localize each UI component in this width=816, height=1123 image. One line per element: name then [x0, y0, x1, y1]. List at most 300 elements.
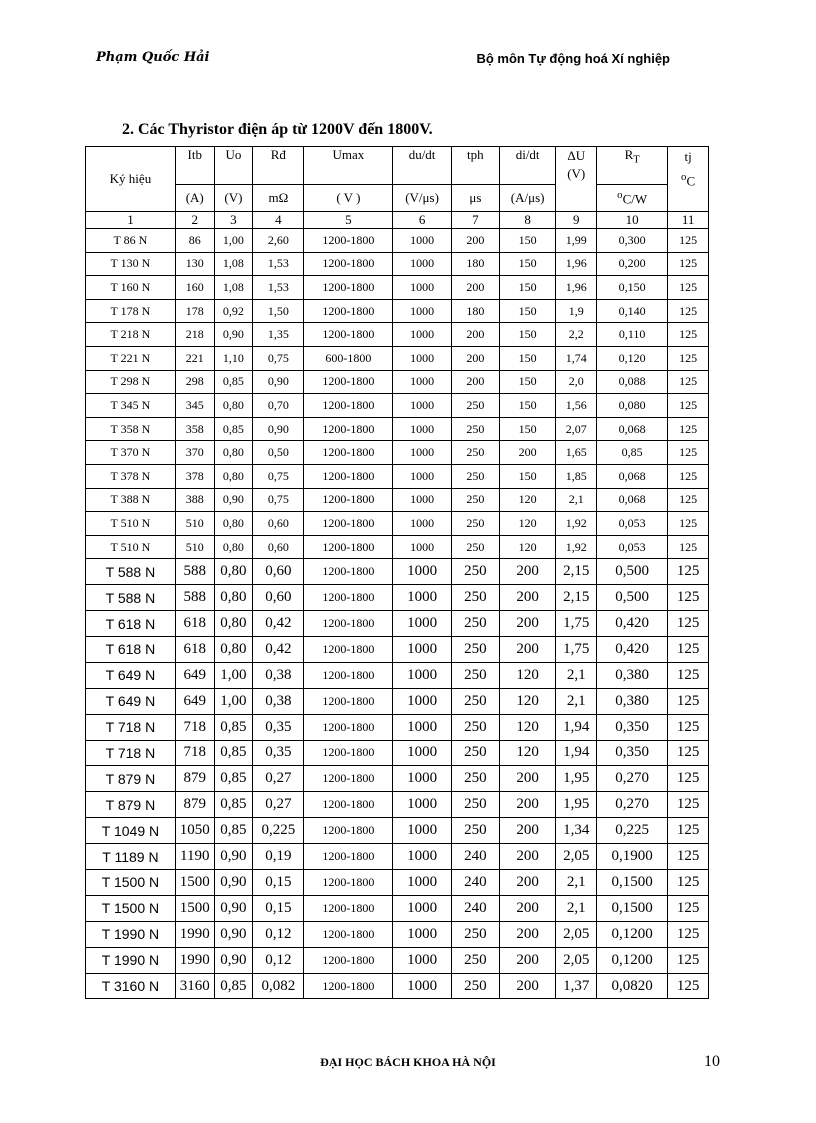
- table-row: [86, 662, 709, 688]
- cell-rt: 0,110: [597, 323, 668, 347]
- cell-tph: 250: [451, 636, 499, 662]
- cell-tj: 125: [668, 611, 709, 637]
- cell-du: 1,37: [556, 973, 597, 999]
- cell-tj: 125: [668, 688, 709, 714]
- cell-itb: 718: [175, 740, 214, 766]
- header-dudt-unit: (V/μs): [393, 185, 452, 212]
- cell-tph: 180: [451, 299, 499, 323]
- cell-umax: 1200-1800: [304, 714, 393, 740]
- table-row: [86, 921, 709, 947]
- cell-uo: 0,80: [214, 394, 253, 418]
- table-row: [86, 792, 709, 818]
- cell-rd: 0,42: [253, 636, 304, 662]
- header-delta-u: [556, 147, 597, 212]
- cell-itb: 588: [175, 585, 214, 611]
- header-rt: [597, 147, 668, 185]
- cell-umax: 1200-1800: [304, 488, 393, 512]
- table-row: [86, 464, 709, 488]
- cell-itb: 130: [175, 252, 214, 276]
- header-tph-unit: μs: [451, 185, 499, 212]
- cell-du: 2,15: [556, 559, 597, 585]
- cell-dudt: 1000: [393, 740, 452, 766]
- cell-itb: 1190: [175, 844, 214, 870]
- header-tj-sup: o: [681, 171, 687, 183]
- cell-uo: 0,90: [214, 488, 253, 512]
- cell-itb: 1500: [175, 895, 214, 921]
- cell-symbol: T 1990 N: [86, 947, 176, 973]
- cell-rd: 0,90: [253, 417, 304, 441]
- cell-didt: 150: [499, 276, 555, 300]
- cell-tj: 125: [668, 895, 709, 921]
- table-row: [86, 636, 709, 662]
- cell-uo: 0,80: [214, 636, 253, 662]
- cell-tj: 125: [668, 921, 709, 947]
- header-tj-unit: C: [686, 173, 696, 189]
- table-row: [86, 766, 709, 792]
- cell-tph: 200: [451, 346, 499, 370]
- cell-rd: 0,35: [253, 740, 304, 766]
- cell-uo: 1,00: [214, 662, 253, 688]
- cell-dudt: 1000: [393, 535, 452, 559]
- table-row: [86, 488, 709, 512]
- column-number-uo: 3: [214, 212, 253, 229]
- cell-tph: 250: [451, 441, 499, 465]
- cell-dudt: 1000: [393, 636, 452, 662]
- cell-rt: 0,1200: [597, 947, 668, 973]
- cell-symbol: T 160 N: [86, 276, 176, 300]
- cell-du: 1,85: [556, 464, 597, 488]
- cell-dudt: 1000: [393, 512, 452, 536]
- header-rt-base: R: [624, 147, 634, 162]
- cell-rt: 0,500: [597, 559, 668, 585]
- cell-didt: 150: [499, 417, 555, 441]
- cell-tph: 250: [451, 394, 499, 418]
- cell-umax: 1200-1800: [304, 441, 393, 465]
- cell-umax: 1200-1800: [304, 921, 393, 947]
- cell-itb: 388: [175, 488, 214, 512]
- cell-rd: 0,12: [253, 921, 304, 947]
- cell-rd: 0,38: [253, 662, 304, 688]
- cell-didt: 150: [499, 464, 555, 488]
- cell-du: 2,2: [556, 323, 597, 347]
- cell-tj: 125: [668, 488, 709, 512]
- cell-didt: 200: [499, 559, 555, 585]
- cell-rt: 0,380: [597, 662, 668, 688]
- cell-uo: 0,80: [214, 585, 253, 611]
- cell-symbol: T 298 N: [86, 370, 176, 394]
- cell-du: 2,05: [556, 947, 597, 973]
- table-row: [86, 585, 709, 611]
- cell-dudt: 1000: [393, 844, 452, 870]
- table-row: [86, 229, 709, 253]
- table-row: [86, 512, 709, 536]
- cell-uo: 1,00: [214, 688, 253, 714]
- cell-du: 2,1: [556, 662, 597, 688]
- cell-didt: 200: [499, 441, 555, 465]
- cell-uo: 1,00: [214, 229, 253, 253]
- cell-umax: 1200-1800: [304, 559, 393, 585]
- column-number-rd: 4: [253, 212, 304, 229]
- cell-rd: 0,90: [253, 370, 304, 394]
- cell-tj: 125: [668, 844, 709, 870]
- cell-tj: 125: [668, 512, 709, 536]
- header-rt-unit: [597, 185, 668, 212]
- header-uo: Uo: [214, 147, 253, 185]
- department-name: Bộ môn Tự động hoá Xí nghiệp: [476, 51, 670, 66]
- cell-du: 2,07: [556, 417, 597, 441]
- cell-tph: 240: [451, 844, 499, 870]
- cell-itb: 1500: [175, 870, 214, 896]
- cell-rt: 0,068: [597, 417, 668, 441]
- cell-du: 1,95: [556, 792, 597, 818]
- cell-rt: 0,225: [597, 818, 668, 844]
- cell-umax: 1200-1800: [304, 276, 393, 300]
- header-tj-label: tj: [684, 149, 692, 164]
- cell-dudt: 1000: [393, 766, 452, 792]
- cell-uo: 0,80: [214, 559, 253, 585]
- thyristor-table: [85, 146, 709, 999]
- cell-rd: 0,082: [253, 973, 304, 999]
- cell-didt: 200: [499, 921, 555, 947]
- cell-rt: 0,1200: [597, 921, 668, 947]
- cell-symbol: T 718 N: [86, 740, 176, 766]
- header-umax: Umax: [304, 147, 393, 185]
- cell-uo: 0,85: [214, 766, 253, 792]
- cell-rt: 0,1500: [597, 870, 668, 896]
- cell-rd: 0,12: [253, 947, 304, 973]
- cell-itb: 718: [175, 714, 214, 740]
- cell-didt: 150: [499, 346, 555, 370]
- cell-umax: 1200-1800: [304, 417, 393, 441]
- cell-umax: 1200-1800: [304, 792, 393, 818]
- cell-du: 2,1: [556, 488, 597, 512]
- cell-itb: 358: [175, 417, 214, 441]
- cell-symbol: T 510 N: [86, 512, 176, 536]
- cell-didt: 200: [499, 636, 555, 662]
- cell-didt: 200: [499, 947, 555, 973]
- cell-rd: 0,60: [253, 512, 304, 536]
- cell-dudt: 1000: [393, 394, 452, 418]
- cell-tj: 125: [668, 947, 709, 973]
- cell-rd: 0,35: [253, 714, 304, 740]
- cell-umax: 1200-1800: [304, 688, 393, 714]
- cell-du: 1,9: [556, 299, 597, 323]
- cell-didt: 200: [499, 973, 555, 999]
- cell-dudt: 1000: [393, 299, 452, 323]
- cell-dudt: 1000: [393, 252, 452, 276]
- cell-tj: 125: [668, 585, 709, 611]
- table-row: [86, 417, 709, 441]
- cell-tph: 250: [451, 766, 499, 792]
- cell-tj: 125: [668, 464, 709, 488]
- cell-du: 2,1: [556, 688, 597, 714]
- cell-uo: 0,85: [214, 370, 253, 394]
- cell-rt: 0,080: [597, 394, 668, 418]
- cell-tj: 125: [668, 766, 709, 792]
- cell-umax: 1200-1800: [304, 844, 393, 870]
- cell-symbol: T 221 N: [86, 346, 176, 370]
- cell-rd: 0,225: [253, 818, 304, 844]
- column-number-tj: 11: [668, 212, 709, 229]
- cell-umax: 1200-1800: [304, 662, 393, 688]
- table-row: [86, 346, 709, 370]
- cell-itb: 588: [175, 559, 214, 585]
- cell-didt: 150: [499, 370, 555, 394]
- cell-rt: 0,300: [597, 229, 668, 253]
- header-rt-sub: T: [633, 154, 640, 166]
- cell-dudt: 1000: [393, 714, 452, 740]
- cell-tj: 125: [668, 276, 709, 300]
- cell-uo: 0,85: [214, 973, 253, 999]
- header-dudt: du/dt: [393, 147, 452, 185]
- header-symbol: Ký hiệu: [86, 147, 176, 212]
- cell-umax: 1200-1800: [304, 299, 393, 323]
- cell-didt: 150: [499, 299, 555, 323]
- cell-itb: 378: [175, 464, 214, 488]
- footer-university: ĐẠI HỌC BÁCH KHOA HÀ NỘI: [320, 1055, 496, 1069]
- cell-tph: 250: [451, 818, 499, 844]
- cell-tj: 125: [668, 973, 709, 999]
- cell-itb: 345: [175, 394, 214, 418]
- column-number-itb: 2: [175, 212, 214, 229]
- cell-itb: 221: [175, 346, 214, 370]
- cell-symbol: T 879 N: [86, 792, 176, 818]
- cell-rd: 0,60: [253, 559, 304, 585]
- column-number-didt: 8: [499, 212, 555, 229]
- cell-umax: 1200-1800: [304, 585, 393, 611]
- cell-tj: 125: [668, 740, 709, 766]
- cell-du: 2,05: [556, 921, 597, 947]
- cell-tj: 125: [668, 229, 709, 253]
- cell-umax: 1200-1800: [304, 947, 393, 973]
- cell-didt: 120: [499, 714, 555, 740]
- cell-tph: 250: [451, 512, 499, 536]
- cell-dudt: 1000: [393, 488, 452, 512]
- cell-uo: 0,80: [214, 441, 253, 465]
- cell-symbol: T 618 N: [86, 611, 176, 637]
- cell-itb: 879: [175, 766, 214, 792]
- cell-itb: 879: [175, 792, 214, 818]
- header-delta-u-label: ΔU: [567, 148, 586, 163]
- cell-tj: 125: [668, 818, 709, 844]
- cell-itb: 618: [175, 611, 214, 637]
- header-umax-unit: ( V ): [304, 185, 393, 212]
- table-row: [86, 611, 709, 637]
- cell-uo: 1,08: [214, 252, 253, 276]
- cell-symbol: T 618 N: [86, 636, 176, 662]
- cell-uo: 0,90: [214, 323, 253, 347]
- cell-tph: 200: [451, 370, 499, 394]
- cell-rd: 0,15: [253, 895, 304, 921]
- cell-du: 1,99: [556, 229, 597, 253]
- cell-dudt: 1000: [393, 818, 452, 844]
- cell-rt: 0,200: [597, 252, 668, 276]
- cell-tph: 250: [451, 417, 499, 441]
- cell-didt: 150: [499, 252, 555, 276]
- cell-tph: 240: [451, 870, 499, 896]
- cell-uo: 0,80: [214, 535, 253, 559]
- cell-dudt: 1000: [393, 559, 452, 585]
- cell-du: 1,95: [556, 766, 597, 792]
- cell-dudt: 1000: [393, 947, 452, 973]
- cell-tj: 125: [668, 346, 709, 370]
- cell-itb: 86: [175, 229, 214, 253]
- cell-tj: 125: [668, 441, 709, 465]
- cell-symbol: T 649 N: [86, 662, 176, 688]
- cell-umax: 1200-1800: [304, 252, 393, 276]
- table-row: [86, 947, 709, 973]
- header-delta-u-unit: (V): [567, 166, 586, 181]
- cell-uo: 1,08: [214, 276, 253, 300]
- cell-umax: 1200-1800: [304, 895, 393, 921]
- cell-rd: 1,35: [253, 323, 304, 347]
- cell-uo: 0,85: [214, 818, 253, 844]
- cell-tj: 125: [668, 370, 709, 394]
- cell-itb: 298: [175, 370, 214, 394]
- cell-du: 2,1: [556, 870, 597, 896]
- column-number-umax: 5: [304, 212, 393, 229]
- cell-symbol: T 1500 N: [86, 870, 176, 896]
- cell-dudt: 1000: [393, 323, 452, 347]
- cell-didt: 120: [499, 512, 555, 536]
- cell-symbol: T 3160 N: [86, 973, 176, 999]
- column-number-dudt: 6: [393, 212, 452, 229]
- cell-tph: 250: [451, 714, 499, 740]
- cell-rd: 1,53: [253, 276, 304, 300]
- cell-tj: 125: [668, 870, 709, 896]
- cell-dudt: 1000: [393, 585, 452, 611]
- table-row: [86, 973, 709, 999]
- cell-uo: 0,85: [214, 740, 253, 766]
- table-row: [86, 535, 709, 559]
- cell-tj: 125: [668, 394, 709, 418]
- cell-tph: 200: [451, 323, 499, 347]
- cell-rt: 0,120: [597, 346, 668, 370]
- cell-symbol: T 649 N: [86, 688, 176, 714]
- cell-tj: 125: [668, 559, 709, 585]
- cell-dudt: 1000: [393, 921, 452, 947]
- table-row: [86, 394, 709, 418]
- cell-umax: 1200-1800: [304, 870, 393, 896]
- author-name: Phạm Quốc Hải: [96, 50, 210, 65]
- cell-rt: 0,380: [597, 688, 668, 714]
- cell-rt: 0,270: [597, 792, 668, 818]
- cell-dudt: 1000: [393, 370, 452, 394]
- cell-tj: 125: [668, 714, 709, 740]
- header-row-units: [86, 185, 709, 212]
- cell-rd: 1,53: [253, 252, 304, 276]
- cell-rd: 0,38: [253, 688, 304, 714]
- cell-symbol: T 588 N: [86, 585, 176, 611]
- cell-rt: 0,420: [597, 636, 668, 662]
- cell-didt: 200: [499, 895, 555, 921]
- cell-dudt: 1000: [393, 662, 452, 688]
- cell-du: 2,05: [556, 844, 597, 870]
- cell-rt: 0,85: [597, 441, 668, 465]
- cell-symbol: T 1500 N: [86, 895, 176, 921]
- cell-rt: 0,0820: [597, 973, 668, 999]
- table-row: [86, 559, 709, 585]
- cell-symbol: T 130 N: [86, 252, 176, 276]
- cell-symbol: T 218 N: [86, 323, 176, 347]
- cell-tph: 250: [451, 611, 499, 637]
- header-rd: Rđ: [253, 147, 304, 185]
- cell-didt: 200: [499, 870, 555, 896]
- cell-didt: 200: [499, 585, 555, 611]
- header-tj: [668, 147, 709, 212]
- table-row: [86, 370, 709, 394]
- cell-rd: 0,15: [253, 870, 304, 896]
- cell-rt: 0,053: [597, 512, 668, 536]
- cell-tph: 250: [451, 973, 499, 999]
- cell-rt: 0,068: [597, 488, 668, 512]
- cell-umax: 1200-1800: [304, 229, 393, 253]
- cell-tj: 125: [668, 299, 709, 323]
- cell-rt: 0,053: [597, 535, 668, 559]
- cell-symbol: T 178 N: [86, 299, 176, 323]
- cell-didt: 120: [499, 488, 555, 512]
- table-row: [86, 895, 709, 921]
- table-row: [86, 688, 709, 714]
- cell-rt: 0,1900: [597, 844, 668, 870]
- cell-umax: 1200-1800: [304, 323, 393, 347]
- cell-du: 1,34: [556, 818, 597, 844]
- cell-du: 2,0: [556, 370, 597, 394]
- header-row-labels: [86, 147, 709, 185]
- cell-uo: 0,85: [214, 792, 253, 818]
- cell-didt: 120: [499, 688, 555, 714]
- cell-rd: 0,60: [253, 535, 304, 559]
- table-row: [86, 323, 709, 347]
- cell-rd: 0,75: [253, 464, 304, 488]
- cell-dudt: 1000: [393, 464, 452, 488]
- cell-dudt: 1000: [393, 441, 452, 465]
- cell-du: 1,75: [556, 611, 597, 637]
- cell-symbol: T 388 N: [86, 488, 176, 512]
- cell-tph: 200: [451, 229, 499, 253]
- cell-tph: 250: [451, 488, 499, 512]
- cell-didt: 200: [499, 792, 555, 818]
- cell-itb: 649: [175, 662, 214, 688]
- table-row: [86, 714, 709, 740]
- page-number: 10: [704, 1053, 720, 1070]
- cell-tph: 250: [451, 535, 499, 559]
- cell-symbol: T 1990 N: [86, 921, 176, 947]
- table-row: [86, 818, 709, 844]
- cell-uo: 0,90: [214, 921, 253, 947]
- cell-dudt: 1000: [393, 870, 452, 896]
- cell-itb: 178: [175, 299, 214, 323]
- cell-symbol: T 718 N: [86, 714, 176, 740]
- cell-rt: 0,1500: [597, 895, 668, 921]
- cell-tj: 125: [668, 417, 709, 441]
- header-didt: di/dt: [499, 147, 555, 185]
- cell-du: 1,74: [556, 346, 597, 370]
- cell-dudt: 1000: [393, 346, 452, 370]
- cell-umax: 1200-1800: [304, 766, 393, 792]
- column-number-symbol: 1: [86, 212, 176, 229]
- cell-dudt: 1000: [393, 417, 452, 441]
- cell-symbol: T 879 N: [86, 766, 176, 792]
- cell-uo: 1,10: [214, 346, 253, 370]
- cell-uo: 0,92: [214, 299, 253, 323]
- cell-itb: 510: [175, 535, 214, 559]
- cell-uo: 0,80: [214, 512, 253, 536]
- column-number-du: 9: [556, 212, 597, 229]
- cell-rd: 1,50: [253, 299, 304, 323]
- cell-tph: 250: [451, 559, 499, 585]
- cell-rt: 0,500: [597, 585, 668, 611]
